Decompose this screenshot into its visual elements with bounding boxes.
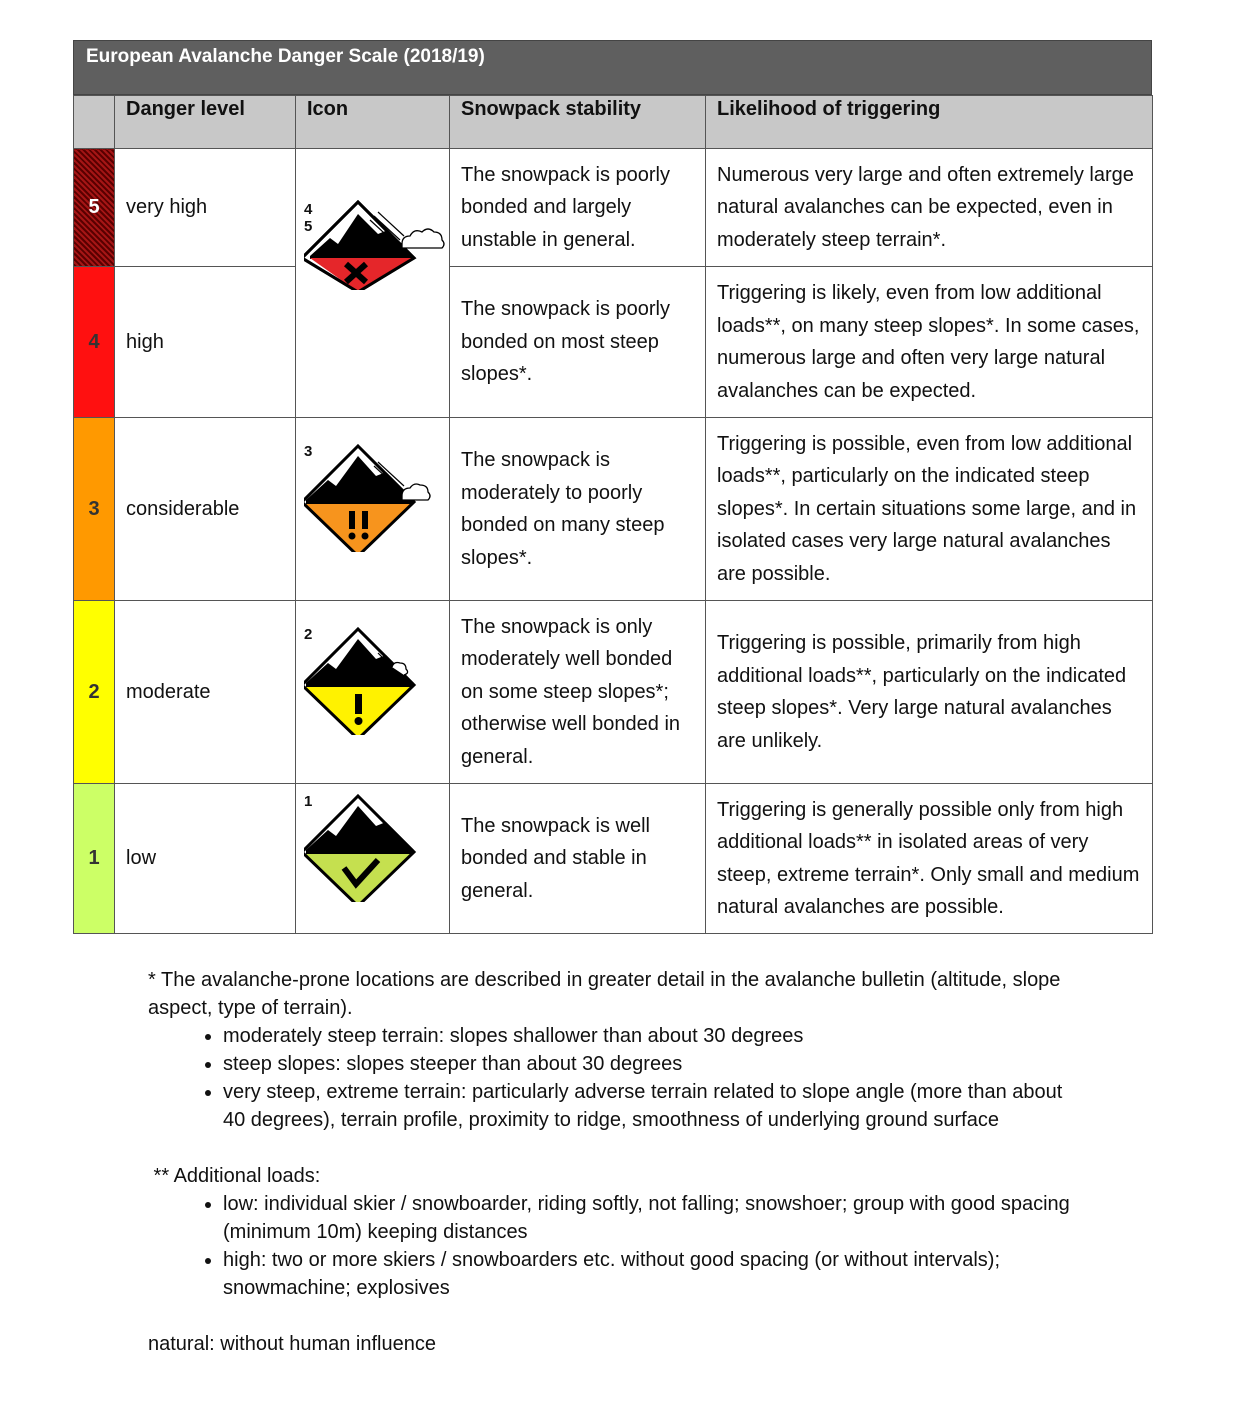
likelihood-text: Triggering is likely, even from low additional loads**, on many steep slopes*. In some cases, numerous large and often very large natural avalanches can be expected. [706, 267, 1153, 418]
additional-loads-list [148, 1190, 1088, 1302]
avalanche-diamond-icon [304, 200, 449, 290]
table-row [74, 267, 1153, 418]
stability-text: The snowpack is moderately to poorly bonded on many steep slopes*. [450, 418, 706, 601]
header-level-number [74, 96, 115, 149]
likelihood-text: Triggering is possible, even from low additional loads**, particularly on the indicated steep slopes*. In certain situations some large, and in isolated cases very large natural avalanches are possible. [706, 418, 1153, 601]
level-number: 3 [74, 418, 115, 601]
natural-definition: natural: without human influence [148, 1333, 436, 1355]
likelihood-text: Triggering is generally possible only from high additional loads** in isolated areas of very steep, extreme terrain*. Only small and medium natural avalanches are possible. [706, 784, 1153, 934]
avalanche-diamond-icon [304, 792, 434, 902]
header-icon: Icon [296, 96, 450, 149]
stability-text: The snowpack is only moderately well bonded on some steep slopes*; otherwise well bonded in general. [450, 601, 706, 784]
icon-label-5: 5 [304, 218, 313, 235]
header-row [74, 96, 1153, 149]
list-item: • very steep, extreme terrain: particularly adverse terrain related to slope angle (more than about 40 degrees), terrain profile, proximity to ridge, smoothness of underlying ground surface [223, 1078, 1088, 1134]
avalanche-diamond-icon [304, 625, 434, 735]
table-row [74, 784, 1153, 934]
list-item: • low: individual skier / snowboarder, riding softly, not falling; snowshoer; group with good spacing (minimum 10m) keeping distances [223, 1190, 1088, 1246]
table-row [74, 418, 1153, 601]
table-row [74, 149, 1153, 267]
icon-label-4: 4 [304, 201, 313, 218]
table-row [74, 601, 1153, 784]
level-name: low [115, 784, 296, 934]
header-stability: Snowpack stability [450, 96, 706, 149]
list-item: • moderately steep terrain: slopes shallower than about 30 degrees [223, 1022, 1088, 1050]
icon-cell [296, 601, 450, 784]
table-title: European Avalanche Danger Scale (2018/19) [73, 40, 1152, 95]
danger-grid [73, 95, 1153, 934]
level-name: considerable [115, 418, 296, 601]
level-number: 1 [74, 784, 115, 934]
icon-cell [296, 784, 450, 934]
footnote-double-star: ** Additional loads: [148, 1165, 321, 1187]
header-likelihood: Likelihood of triggering [706, 96, 1153, 149]
header-danger-level: Danger level [115, 96, 296, 149]
list-item: • steep slopes: slopes steeper than about 30 degrees [223, 1050, 1088, 1078]
level-name: moderate [115, 601, 296, 784]
icon-label-2: 2 [304, 626, 313, 643]
icon-cell [296, 418, 450, 601]
footnote-single-star: * The avalanche-prone locations are described in greater detail in the avalanche bulletin (altitude, slope aspect, type of terrain). [148, 969, 1061, 1019]
list-item: • high: two or more skiers / snowboarders etc. without good spacing (or without intervals); snowmachine; explosives [223, 1246, 1088, 1302]
level-number: 2 [74, 601, 115, 784]
level-name: high [115, 267, 296, 418]
level-number: 4 [74, 267, 115, 418]
icon-label-1: 1 [304, 793, 313, 810]
level-name: very high [115, 149, 296, 267]
stability-text: The snowpack is poorly bonded and largely unstable in general. [450, 149, 706, 267]
likelihood-text: Triggering is possible, primarily from high additional loads**, particularly on the indicated steep slopes*. Very large natural avalanches are unlikely. [706, 601, 1153, 784]
level-number: 5 [74, 149, 115, 267]
danger-scale-table [73, 40, 1152, 934]
stability-text: The snowpack is well bonded and stable in general. [450, 784, 706, 934]
avalanche-diamond-icon [304, 442, 434, 552]
likelihood-text: Numerous very large and often extremely large natural avalanches can be expected, even in moderately steep terrain*. [706, 149, 1153, 267]
stability-text: The snowpack is poorly bonded on most steep slopes*. [450, 267, 706, 418]
terrain-definitions-list [148, 1022, 1088, 1134]
icon-cell [296, 149, 450, 418]
icon-label-3: 3 [304, 443, 313, 460]
footnotes [148, 966, 1088, 1358]
